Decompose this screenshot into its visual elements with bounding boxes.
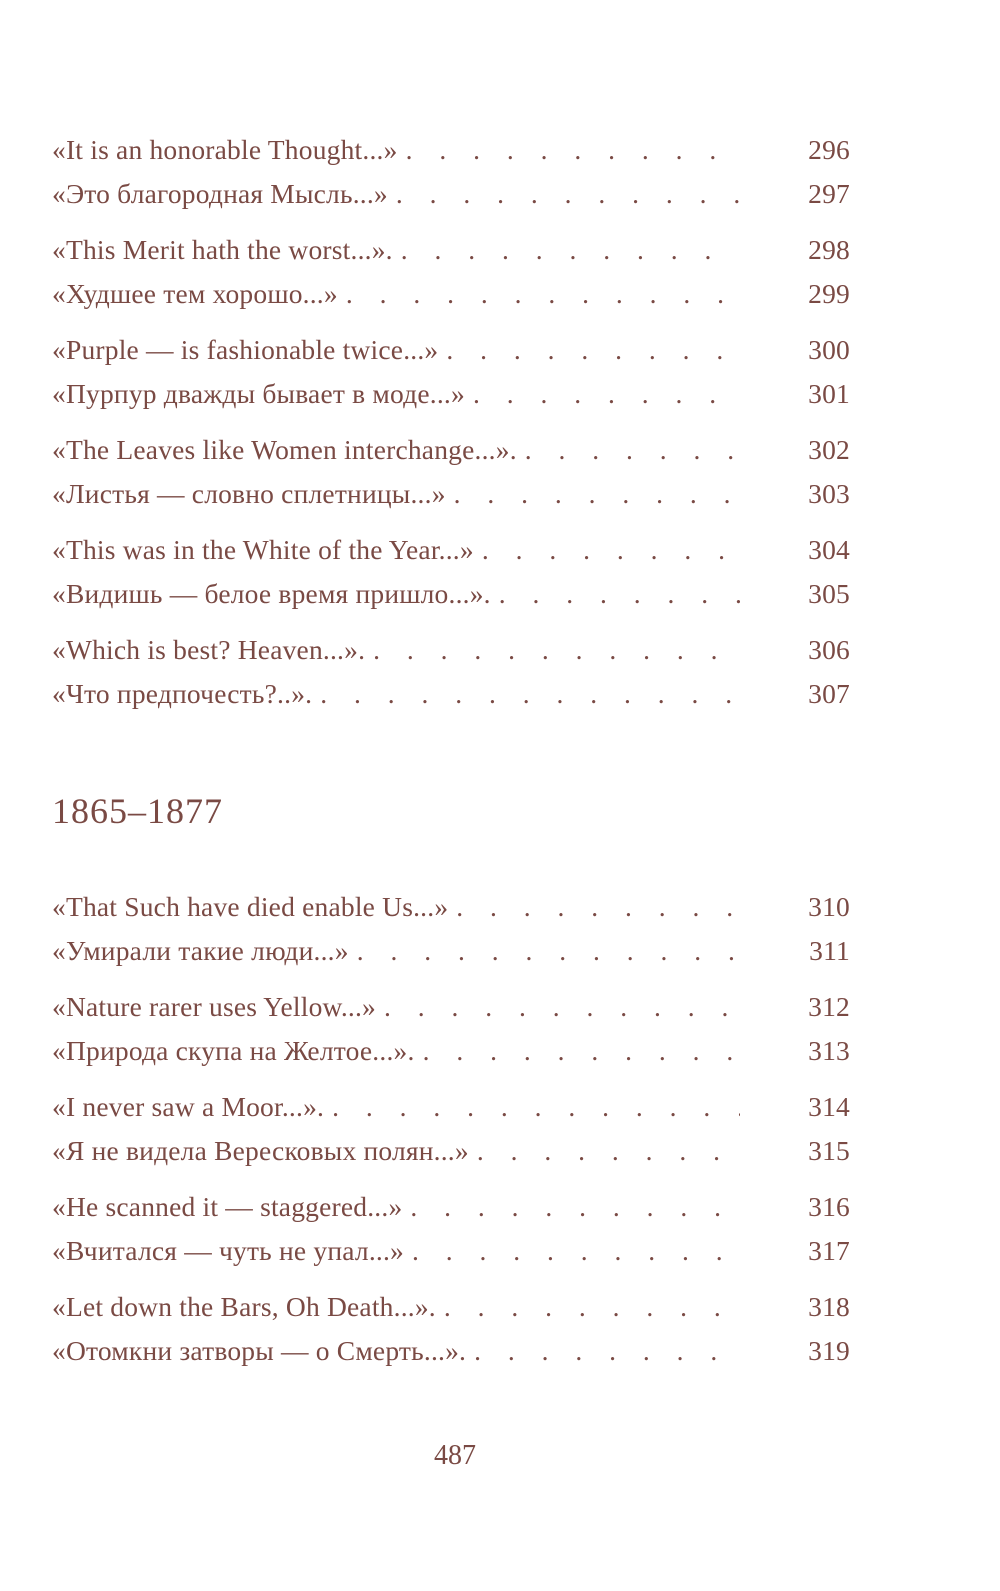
toc-entry-page: 299 [808, 278, 850, 309]
toc-pair [52, 1285, 850, 1373]
toc-entry-title: «This was in the White of the Year...» [52, 534, 478, 565]
toc-entry-page: 296 [808, 134, 850, 165]
toc-entry [52, 1185, 850, 1229]
toc-entry [52, 628, 850, 672]
toc-entry [52, 1029, 850, 1073]
toc-entry [52, 272, 850, 316]
toc-entry-title: «Я не видела Вересковых полян...» [52, 1135, 473, 1166]
toc-entry [52, 1329, 850, 1373]
toc-entry [52, 1129, 850, 1173]
toc-pair [52, 228, 850, 316]
toc-entry-page: 300 [808, 334, 850, 365]
toc-entry [52, 472, 850, 516]
toc-pair [52, 985, 850, 1073]
toc-entry [52, 1229, 850, 1273]
toc-entry-title: «Худшее тем хорошо...» [52, 278, 342, 309]
toc-entry [52, 1285, 850, 1329]
toc-entry [52, 228, 850, 272]
toc-entry [52, 328, 850, 372]
toc-entry-title: «Вчитался — чуть не упал...» [52, 1235, 408, 1266]
toc-entry-title: «Видишь — белое время пришло...». [52, 578, 495, 609]
toc-entry [52, 885, 850, 929]
toc-entry-page: 306 [808, 634, 850, 665]
toc-entry-page: 302 [808, 434, 850, 465]
toc-entry-page: 319 [808, 1335, 850, 1366]
toc-entry [52, 985, 850, 1029]
toc-entry-title: «Purple — is fashionable twice...» [52, 334, 442, 365]
toc-entry-title: «That Such have died enable Us...» [52, 891, 452, 922]
toc-pair [52, 428, 850, 516]
toc-entry-page: 304 [808, 534, 850, 565]
toc-entry-title: «Что предпочесть?..». [52, 678, 316, 709]
toc-entry-title: «Отомкни затворы — о Смерть...». [52, 1335, 470, 1366]
toc-entry [52, 172, 850, 216]
toc-entry-page: 313 [808, 1035, 850, 1066]
toc-entry-title: «He scanned it — staggered...» [52, 1191, 406, 1222]
toc-pair [52, 628, 850, 716]
toc-pair [52, 1085, 850, 1173]
toc-entry [52, 528, 850, 572]
toc-entry-page: 305 [808, 578, 850, 609]
toc-entry-page: 316 [808, 1191, 850, 1222]
toc-entry [52, 128, 850, 172]
toc-entry-page: 317 [808, 1235, 850, 1266]
toc-entry [52, 1085, 850, 1129]
toc-entry-page: 314 [808, 1091, 850, 1122]
toc-list-top [52, 128, 850, 728]
toc-pair [52, 128, 850, 216]
toc-entry [52, 672, 850, 716]
toc-entry-page: 310 [808, 891, 850, 922]
toc-entry [52, 372, 850, 416]
toc-entry [52, 572, 850, 616]
section-heading: 1865–1877 [52, 791, 223, 831]
toc-entry-page: 307 [808, 678, 850, 709]
toc-entry-page: 312 [808, 991, 850, 1022]
toc-entry-title: «Пурпур дважды бывает в моде...» [52, 378, 469, 409]
toc-entry-page: 311 [809, 935, 850, 966]
toc-entry [52, 428, 850, 472]
toc-entry-title: «This Merit hath the worst...». [52, 234, 397, 265]
toc-pair [52, 328, 850, 416]
toc-entry-title: «Это благородная Мысль...» [52, 178, 392, 209]
toc-entry-title: «Nature rarer uses Yellow...» [52, 991, 380, 1022]
toc-entry-page: 297 [808, 178, 850, 209]
toc-entry [52, 929, 850, 973]
toc-entry-title: «I never saw a Moor...». [52, 1091, 328, 1122]
toc-entry-title: «It is an honorable Thought...» [52, 134, 402, 165]
toc-entry-title: «Умирали такие люди...» [52, 935, 353, 966]
toc-pair [52, 1185, 850, 1273]
toc-entry-title: «Листья — словно сплетницы...» [52, 478, 450, 509]
toc-pair [52, 528, 850, 616]
toc-entry-title: «Which is best? Heaven...». [52, 634, 369, 665]
toc-entry-page: 298 [808, 234, 850, 265]
toc-list-bottom [52, 885, 850, 1385]
toc-entry-page: 301 [808, 378, 850, 409]
toc-entry-title: «The Leaves like Women interchange...». [52, 434, 521, 465]
toc-pair [52, 885, 850, 973]
page-number: 487 [434, 1440, 476, 1471]
toc-entry-title: «Природа скупа на Желтое...». [52, 1035, 419, 1066]
toc-entry-page: 318 [808, 1291, 850, 1322]
toc-entry-page: 315 [808, 1135, 850, 1166]
toc-entry-title: «Let down the Bars, Oh Death...». [52, 1291, 440, 1322]
toc-entry-page: 303 [808, 478, 850, 509]
